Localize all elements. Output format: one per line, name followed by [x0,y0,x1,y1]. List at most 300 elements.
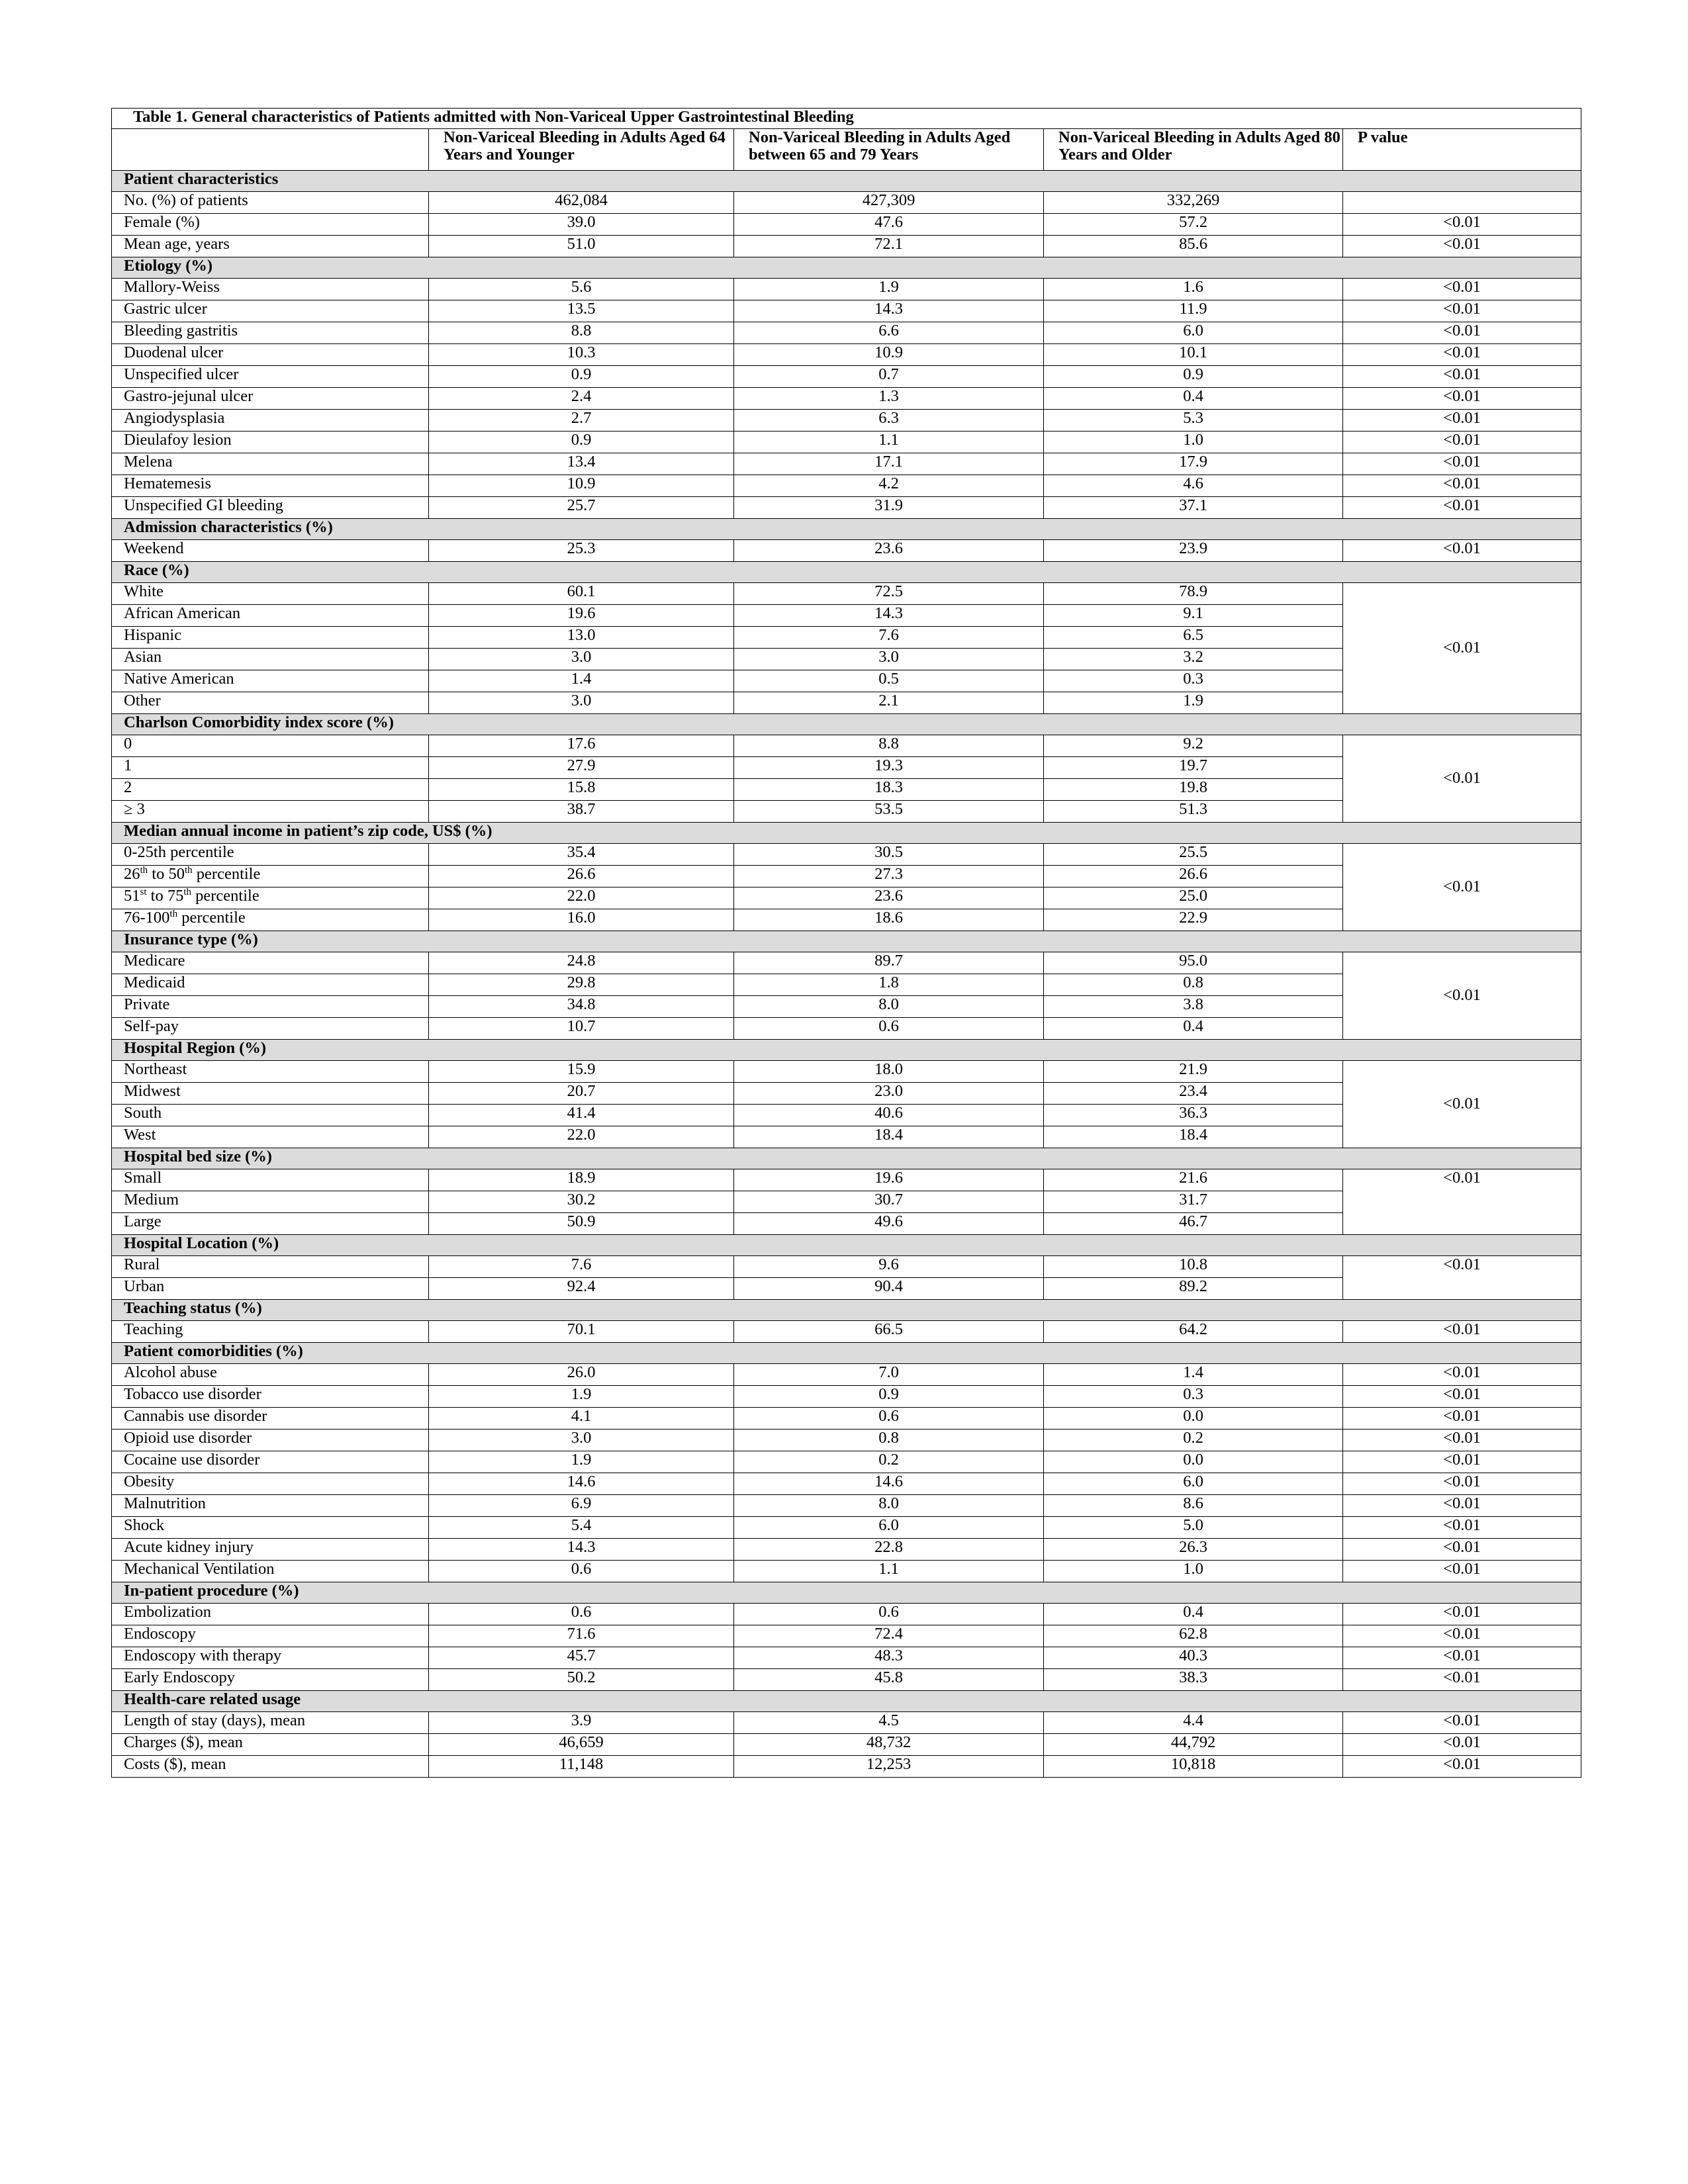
p-value-cell: <0.01 [1343,1256,1581,1300]
value-cell: 31.9 [734,497,1044,519]
value-cell: 5.0 [1044,1517,1343,1539]
section-header-row [112,1343,1581,1364]
p-value-cell: <0.01 [1343,952,1581,1040]
p-value-cell: <0.01 [1343,1169,1581,1235]
section-header-row [112,519,1581,540]
value-cell: 4.4 [1044,1712,1343,1734]
row-label: ≥ 3 [112,801,429,823]
value-cell: 1.4 [1044,1364,1343,1386]
section-title: Insurance type (%) [112,931,1581,952]
table-row [112,1408,1581,1430]
p-value-cell: <0.01 [1343,540,1581,562]
value-cell: 20.7 [429,1083,734,1105]
row-label: Hematemesis [112,475,429,497]
value-cell: 25.3 [429,540,734,562]
row-label: Acute kidney injury [112,1539,429,1561]
p-value-cell: <0.01 [1343,1604,1581,1625]
value-cell: 0.0 [1044,1451,1343,1473]
p-value-cell: <0.01 [1343,322,1581,344]
header-age-80-older: Non-Variceal Bleeding in Adults Aged 80 Years and Older [1044,129,1343,171]
p-value-cell: <0.01 [1343,1473,1581,1495]
value-cell: 6.5 [1044,627,1343,649]
label-part: percentile [192,865,261,883]
value-cell: 18.0 [734,1061,1044,1083]
p-value-cell: <0.01 [1343,1517,1581,1539]
row-label: Duodenal ulcer [112,344,429,366]
row-label: Opioid use disorder [112,1430,429,1451]
p-value-cell: <0.01 [1343,583,1581,714]
value-cell: 0.7 [734,366,1044,388]
value-cell: 64.2 [1044,1321,1343,1343]
value-cell: 9.1 [1044,605,1343,627]
value-cell: 30.2 [429,1191,734,1213]
value-cell: 17.9 [1044,453,1343,475]
row-label: South [112,1105,429,1126]
value-cell: 14.3 [734,300,1044,322]
value-cell: 0.2 [734,1451,1044,1473]
p-value-cell: <0.01 [1343,388,1581,410]
row-label: Large [112,1213,429,1235]
label-part: to 50 [148,865,185,883]
value-cell: 14.3 [429,1539,734,1561]
value-cell: 0.4 [1044,1018,1343,1040]
section-header-row [112,1040,1581,1061]
row-label: Shock [112,1517,429,1539]
value-cell: 7.0 [734,1364,1044,1386]
value-cell: 50.9 [429,1213,734,1235]
value-cell: 41.4 [429,1105,734,1126]
row-label: Costs ($), mean [112,1756,429,1778]
value-cell: 23.6 [734,540,1044,562]
row-label: No. (%) of patients [112,192,429,214]
value-cell: 70.1 [429,1321,734,1343]
row-label: Hispanic [112,627,429,649]
table-row [112,344,1581,366]
value-cell: 45.8 [734,1669,1044,1691]
table-row [112,236,1581,257]
header-age-64-younger: Non-Variceal Bleeding in Adults Aged 64 Years and Younger [429,129,734,171]
row-label: Malnutrition [112,1495,429,1517]
p-value-cell: <0.01 [1343,1364,1581,1386]
value-cell: 1.6 [1044,279,1343,300]
value-cell: 3.8 [1044,996,1343,1018]
table-row [112,1625,1581,1647]
value-cell: 72.1 [734,236,1044,257]
value-cell: 48.3 [734,1647,1044,1669]
table-row [112,1561,1581,1582]
row-label: Cocaine use disorder [112,1451,429,1473]
table-row [112,214,1581,236]
value-cell: 3.0 [734,649,1044,670]
value-cell: 0.6 [429,1561,734,1582]
value-cell: 90.4 [734,1278,1044,1300]
p-value-cell: <0.01 [1343,1669,1581,1691]
value-cell: 1.4 [429,670,734,692]
p-value-cell: <0.01 [1343,497,1581,519]
row-label: Other [112,692,429,714]
value-cell: 2.7 [429,410,734,432]
row-label: Endoscopy [112,1625,429,1647]
p-value-cell: <0.01 [1343,410,1581,432]
table-row [112,322,1581,344]
value-cell: 0.3 [1044,1386,1343,1408]
row-label: Dieulafoy lesion [112,432,429,453]
value-cell: 72.4 [734,1625,1044,1647]
row-label: Alcohol abuse [112,1364,429,1386]
value-cell: 7.6 [429,1256,734,1278]
value-cell: 23.4 [1044,1083,1343,1105]
section-header-row [112,823,1581,844]
value-cell: 462,084 [429,192,734,214]
value-cell: 37.1 [1044,497,1343,519]
table-container [111,108,1581,1778]
value-cell: 0.6 [734,1604,1044,1625]
table-row [112,1647,1581,1669]
table-row [112,1734,1581,1756]
value-cell: 0.9 [1044,366,1343,388]
value-cell: 25.5 [1044,844,1343,866]
section-header-row [112,1300,1581,1321]
value-cell: 4.6 [1044,475,1343,497]
section-title: In-patient procedure (%) [112,1582,1581,1604]
value-cell: 49.6 [734,1213,1044,1235]
value-cell: 19.6 [734,1169,1044,1191]
table-row [112,279,1581,300]
table-row [112,1364,1581,1386]
value-cell: 1.1 [734,432,1044,453]
row-label: Unspecified GI bleeding [112,497,429,519]
value-cell: 21.6 [1044,1169,1343,1191]
value-cell: 1.9 [734,279,1044,300]
value-cell: 1.1 [734,1561,1044,1582]
value-cell: 14.6 [734,1473,1044,1495]
value-cell: 26.3 [1044,1539,1343,1561]
value-cell: 19.3 [734,757,1044,779]
value-cell: 427,309 [734,192,1044,214]
value-cell: 39.0 [429,214,734,236]
p-value-cell: <0.01 [1343,1625,1581,1647]
label-part: percentile [191,887,259,905]
value-cell: 0.2 [1044,1430,1343,1451]
value-cell: 6.3 [734,410,1044,432]
row-label: Asian [112,649,429,670]
table-row [112,1451,1581,1473]
value-cell: 3.0 [429,692,734,714]
table-row [112,1539,1581,1561]
value-cell: 13.4 [429,453,734,475]
value-cell: 46,659 [429,1734,734,1756]
section-title: Hospital bed size (%) [112,1148,1581,1169]
header-p-value: P value [1343,129,1581,171]
value-cell: 10.3 [429,344,734,366]
value-cell: 4.2 [734,475,1044,497]
value-cell: 12,253 [734,1756,1044,1778]
label-part: 76-100 [124,909,170,927]
value-cell: 0.4 [1044,388,1343,410]
header-age-65-79: Non-Variceal Bleeding in Adults Aged between 65 and 79 Years [734,129,1044,171]
value-cell: 66.5 [734,1321,1044,1343]
section-title: Patient comorbidities (%) [112,1343,1581,1364]
value-cell: 8.8 [429,322,734,344]
value-cell: 25.7 [429,497,734,519]
p-value-cell: <0.01 [1343,1734,1581,1756]
value-cell: 11.9 [1044,300,1343,322]
value-cell: 7.6 [734,627,1044,649]
value-cell: 1.9 [429,1386,734,1408]
section-header-row [112,714,1581,735]
value-cell: 11,148 [429,1756,734,1778]
label-part: 26 [124,865,140,883]
value-cell: 15.8 [429,779,734,801]
value-cell: 10.8 [1044,1256,1343,1278]
value-cell: 4.5 [734,1712,1044,1734]
p-value-cell: <0.01 [1343,236,1581,257]
value-cell: 27.9 [429,757,734,779]
row-label [112,909,429,931]
row-label: Angiodysplasia [112,410,429,432]
value-cell: 9.6 [734,1256,1044,1278]
table-row [112,300,1581,322]
value-cell: 19.6 [429,605,734,627]
value-cell: 29.8 [429,974,734,996]
section-title: Patient characteristics [112,171,1581,192]
row-label: Northeast [112,1061,429,1083]
value-cell: 22.9 [1044,909,1343,931]
value-cell: 30.5 [734,844,1044,866]
table-row [112,735,1581,757]
row-label: Gastric ulcer [112,300,429,322]
table-row [112,1669,1581,1691]
section-title: Admission characteristics (%) [112,519,1581,540]
p-value-cell: <0.01 [1343,735,1581,823]
value-cell: 40.6 [734,1105,1044,1126]
value-cell: 19.7 [1044,757,1343,779]
value-cell: 71.6 [429,1625,734,1647]
ordinal-suffix: st [140,887,147,897]
row-label: 1 [112,757,429,779]
value-cell: 26.6 [429,866,734,887]
ordinal-suffix: th [184,865,193,876]
p-value-cell: <0.01 [1343,1539,1581,1561]
value-cell: 5.4 [429,1517,734,1539]
value-cell: 47.6 [734,214,1044,236]
p-value-cell: <0.01 [1343,1451,1581,1473]
header-label-col [112,129,429,171]
value-cell: 16.0 [429,909,734,931]
p-value-cell: <0.01 [1343,1756,1581,1778]
table-row [112,1756,1581,1778]
value-cell: 10.1 [1044,344,1343,366]
row-label: Weekend [112,540,429,562]
p-value-cell: <0.01 [1343,1430,1581,1451]
p-value-cell: <0.01 [1343,1061,1581,1148]
value-cell: 0.4 [1044,1604,1343,1625]
value-cell: 18.3 [734,779,1044,801]
value-cell: 40.3 [1044,1647,1343,1669]
value-cell: 8.0 [734,1495,1044,1517]
value-cell: 0.6 [734,1408,1044,1430]
value-cell: 9.2 [1044,735,1343,757]
p-value-cell: <0.01 [1343,844,1581,931]
table-caption-row [112,109,1581,129]
table-caption: Table 1. General characteristics of Patients admitted with Non-Variceal Upper Gastrointestinal Bleeding [112,109,1581,129]
value-cell: 0.0 [1044,1408,1343,1430]
row-label: White [112,583,429,605]
table-row [112,432,1581,453]
row-label: Midwest [112,1083,429,1105]
value-cell: 10,818 [1044,1756,1343,1778]
value-cell: 50.2 [429,1669,734,1691]
value-cell: 17.1 [734,453,1044,475]
value-cell: 23.0 [734,1083,1044,1105]
value-cell: 26.6 [1044,866,1343,887]
characteristics-table [111,108,1581,1778]
value-cell: 22.0 [429,887,734,909]
table-row [112,583,1581,605]
row-label: Mallory-Weiss [112,279,429,300]
value-cell: 44,792 [1044,1734,1343,1756]
row-label: Female (%) [112,214,429,236]
value-cell: 6.0 [1044,322,1343,344]
p-value-cell: <0.01 [1343,279,1581,300]
value-cell: 332,269 [1044,192,1343,214]
row-label: Embolization [112,1604,429,1625]
section-header-row [112,1148,1581,1169]
value-cell: 1.0 [1044,432,1343,453]
table-row [112,453,1581,475]
section-title: Health-care related usage [112,1691,1581,1712]
value-cell: 17.6 [429,735,734,757]
value-cell: 78.9 [1044,583,1343,605]
value-cell: 4.1 [429,1408,734,1430]
row-label: Bleeding gastritis [112,322,429,344]
row-label: African American [112,605,429,627]
value-cell: 1.0 [1044,1561,1343,1582]
table-row [112,540,1581,562]
value-cell: 35.4 [429,844,734,866]
p-value-cell: <0.01 [1343,1408,1581,1430]
p-value-cell: <0.01 [1343,1386,1581,1408]
value-cell: 51.0 [429,236,734,257]
p-value-cell: <0.01 [1343,344,1581,366]
value-cell: 34.8 [429,996,734,1018]
ordinal-suffix: th [183,887,191,897]
value-cell: 19.8 [1044,779,1343,801]
table-row [112,1256,1581,1278]
table-row [112,1061,1581,1083]
table-row [112,1430,1581,1451]
table-row [112,192,1581,214]
value-cell: 3.2 [1044,649,1343,670]
value-cell: 51.3 [1044,801,1343,823]
row-label: Self-pay [112,1018,429,1040]
value-cell: 6.0 [1044,1473,1343,1495]
row-label: Gastro-jejunal ulcer [112,388,429,410]
value-cell: 5.6 [429,279,734,300]
table-row [112,952,1581,974]
value-cell: 0.5 [734,670,1044,692]
value-cell: 0.9 [734,1386,1044,1408]
table-row [112,366,1581,388]
value-cell: 6.9 [429,1495,734,1517]
value-cell: 45.7 [429,1647,734,1669]
row-label: 2 [112,779,429,801]
p-value-cell: <0.01 [1343,475,1581,497]
value-cell: 38.3 [1044,1669,1343,1691]
value-cell: 24.8 [429,952,734,974]
value-cell: 10.9 [429,475,734,497]
value-cell: 6.6 [734,322,1044,344]
p-value-cell: <0.01 [1343,1647,1581,1669]
section-header-row [112,1691,1581,1712]
row-label: West [112,1126,429,1148]
section-header-row [112,931,1581,952]
value-cell: 0.3 [1044,670,1343,692]
value-cell: 0.8 [734,1430,1044,1451]
value-cell: 13.5 [429,300,734,322]
row-label: Medium [112,1191,429,1213]
section-header-row [112,562,1581,583]
value-cell: 1.9 [1044,692,1343,714]
section-title: Race (%) [112,562,1581,583]
row-label: Rural [112,1256,429,1278]
value-cell: 18.4 [1044,1126,1343,1148]
value-cell: 10.9 [734,344,1044,366]
value-cell: 3.0 [429,1430,734,1451]
value-cell: 72.5 [734,583,1044,605]
row-label: Charges ($), mean [112,1734,429,1756]
value-cell: 5.3 [1044,410,1343,432]
p-value-cell: <0.01 [1343,453,1581,475]
value-cell: 0.9 [429,432,734,453]
ordinal-suffix: th [140,865,148,876]
value-cell: 36.3 [1044,1105,1343,1126]
section-title: Hospital Location (%) [112,1235,1581,1256]
section-title: Hospital Region (%) [112,1040,1581,1061]
value-cell: 23.6 [734,887,1044,909]
value-cell: 15.9 [429,1061,734,1083]
value-cell: 10.7 [429,1018,734,1040]
p-value-cell: <0.01 [1343,1712,1581,1734]
row-label: Tobacco use disorder [112,1386,429,1408]
value-cell: 13.0 [429,627,734,649]
value-cell: 6.0 [734,1517,1044,1539]
section-header-row [112,1582,1581,1604]
section-title: Etiology (%) [112,257,1581,279]
value-cell: 23.9 [1044,540,1343,562]
row-label [112,887,429,909]
row-label: Melena [112,453,429,475]
value-cell: 1.8 [734,974,1044,996]
row-label: Small [112,1169,429,1191]
ordinal-suffix: th [169,909,178,919]
value-cell: 8.0 [734,996,1044,1018]
value-cell: 8.6 [1044,1495,1343,1517]
value-cell: 1.3 [734,388,1044,410]
value-cell: 92.4 [429,1278,734,1300]
section-title: Median annual income in patient’s zip code, US$ (%) [112,823,1581,844]
section-header-row [112,171,1581,192]
value-cell: 48,732 [734,1734,1044,1756]
label-part: percentile [177,909,246,927]
value-cell: 14.3 [734,605,1044,627]
p-value-cell: <0.01 [1343,366,1581,388]
row-label: Obesity [112,1473,429,1495]
table-row [112,1321,1581,1343]
table-row [112,1495,1581,1517]
table-row [112,475,1581,497]
value-cell: 46.7 [1044,1213,1343,1235]
